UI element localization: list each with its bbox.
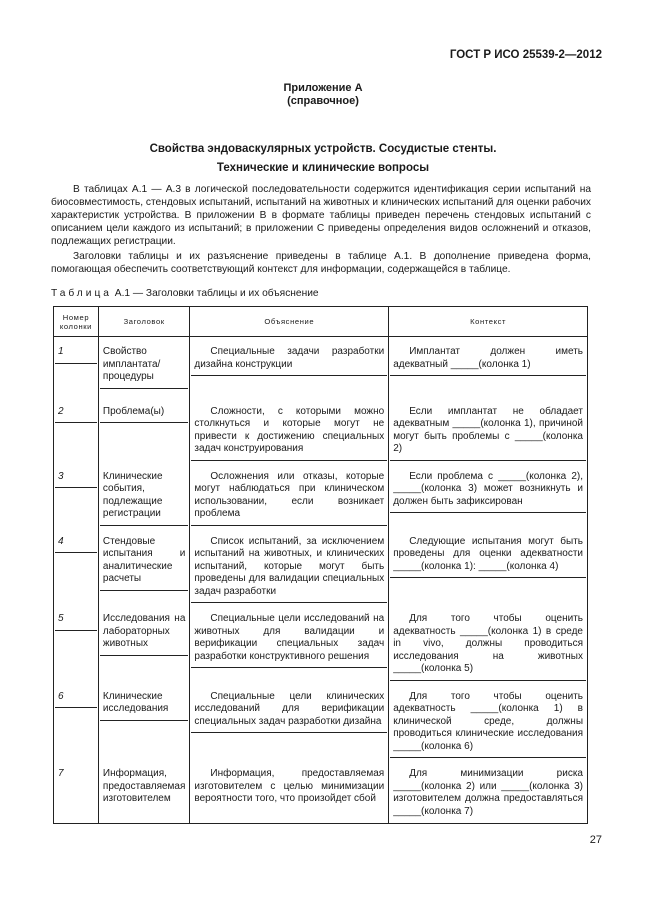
row-explanation: Осложнения или отказы, которые могут наблюдаться при клиническом использовании, если возникает проблема [191,467,387,526]
row-context: Для минимизации риска _____(колонка 2) или _____(колонка 3) изготовителем должна предоставляться _____(колонка 7) [393,768,583,817]
intro-paragraph-2: Заголовки таблицы и их разъяснение приведены в таблице А.1. В дополнение приведена форма, помогающая обеспечить соответствующий контекст для информации, содержащейся в таблице. [51,251,591,275]
row-number: 5 [55,609,97,631]
row-context: Следующие испытания могут быть проведены для оценки адекватности _____(колонка 1): _____(колонка 4) [390,532,586,579]
table-row [54,462,588,527]
explanation-table [53,306,588,824]
table-row [54,759,588,824]
annex-title-block [0,82,646,108]
row-context: Если имплантат не обладает адекватным _____(колонка 1), причиной могут быть проблемы с _____(колонка 2) [390,402,586,461]
header-explanation: Объяснение [190,307,389,337]
page-number: 27 [589,834,602,846]
document-code: ГОСТ Р ИСО 25539-2—2012 [449,49,602,61]
row-title: Клинические события, подлежащие регистрации [100,467,188,526]
row-number: 4 [55,532,97,554]
table-row [54,397,588,462]
row-title: Информация, предоставляемая изготовителем [102,768,186,804]
row-number: 6 [55,687,97,709]
row-context: Для того чтобы оценить адекватность _____(колонка 1) в среде in vivo, должны проводиться исследования на животных _____(колонка 5) [390,609,586,681]
row-explanation: Специальные цели исследований на животных для валидации и верификации специальных задач разработки конструктивного решения [191,609,387,668]
row-explanation: Информация, предоставляемая изготовителем с целью минимизации вероятности того, что произойдет сбой [194,768,385,804]
header-title: Заголовок [98,307,189,337]
annex-title: Приложение А [283,82,363,94]
row-number: 3 [55,467,97,489]
row-title: Исследования на лабораторных животных [100,609,188,656]
table-caption-prefix: Таблица [51,288,112,299]
intro-paragraph-1: В таблицах А.1 — А.3 в логической последовательности содержится идентификация серии испытаний на биосовместимость, стендовых испытаний, испытаний на животных и клинических испытаний для оценки рабочих характеристик устройства. В приложении В в формате таблицы приведен перечень стендовых испытаний с описанием цели каждого из испытаний; в приложении С приведены определения видов осложнений и отказов, подлежащих регистрации. [51,184,591,247]
row-context: Имплантат должен иметь адекватный _____(колонка 1) [390,342,586,376]
row-title: Клинические исследования [100,687,188,721]
section-heading-line2: Технические и клинические вопросы [216,162,430,174]
row-number: 7 [58,768,64,779]
section-heading [0,140,646,178]
row-title: Свойство имплантата/ процедуры [100,342,188,389]
section-heading-line1: Свойства эндоваскулярных устройств. Сосудистые стенты. [149,143,497,155]
header-column-number: Номер колонки [54,307,99,337]
row-number: 2 [55,402,97,424]
row-title: Проблема(ы) [100,402,188,424]
row-context: Если проблема с _____(колонка 2), _____(колонка 3) может возникнуть и должен быть зафиксирован [390,467,586,514]
table-row [54,604,588,682]
row-context: Для того чтобы оценить адекватность _____(колонка 1) в клинической среде, должны проводиться клинические исследования _____(колонка 6) [390,687,586,759]
row-number: 1 [55,342,97,364]
table-row [54,682,588,760]
annex-subtitle: (справочное) [287,95,359,107]
table-row [54,527,588,605]
row-title: Стендовые испытания и аналитические расчеты [100,532,188,591]
table-caption [51,288,319,299]
row-explanation: Специальные задачи разработки дизайна конструкции [191,342,387,376]
header-context: Контекст [389,307,588,337]
table-caption-text: А.1 — Заголовки таблицы и их объяснение [111,288,319,299]
table-row [54,337,588,397]
table-header-row [54,307,588,337]
row-explanation: Сложности, с которыми можно столкнуться и которые могут не привести к достижению специальных задач конструирования [191,402,387,461]
row-explanation: Список испытаний, за исключением испытаний на животных, и клинических испытаний, которые могут быть проведены для валидации специальных задач разработки [191,532,387,604]
row-explanation: Специальные цели клинических исследований для верификации специальных задач разработки дизайна [191,687,387,734]
